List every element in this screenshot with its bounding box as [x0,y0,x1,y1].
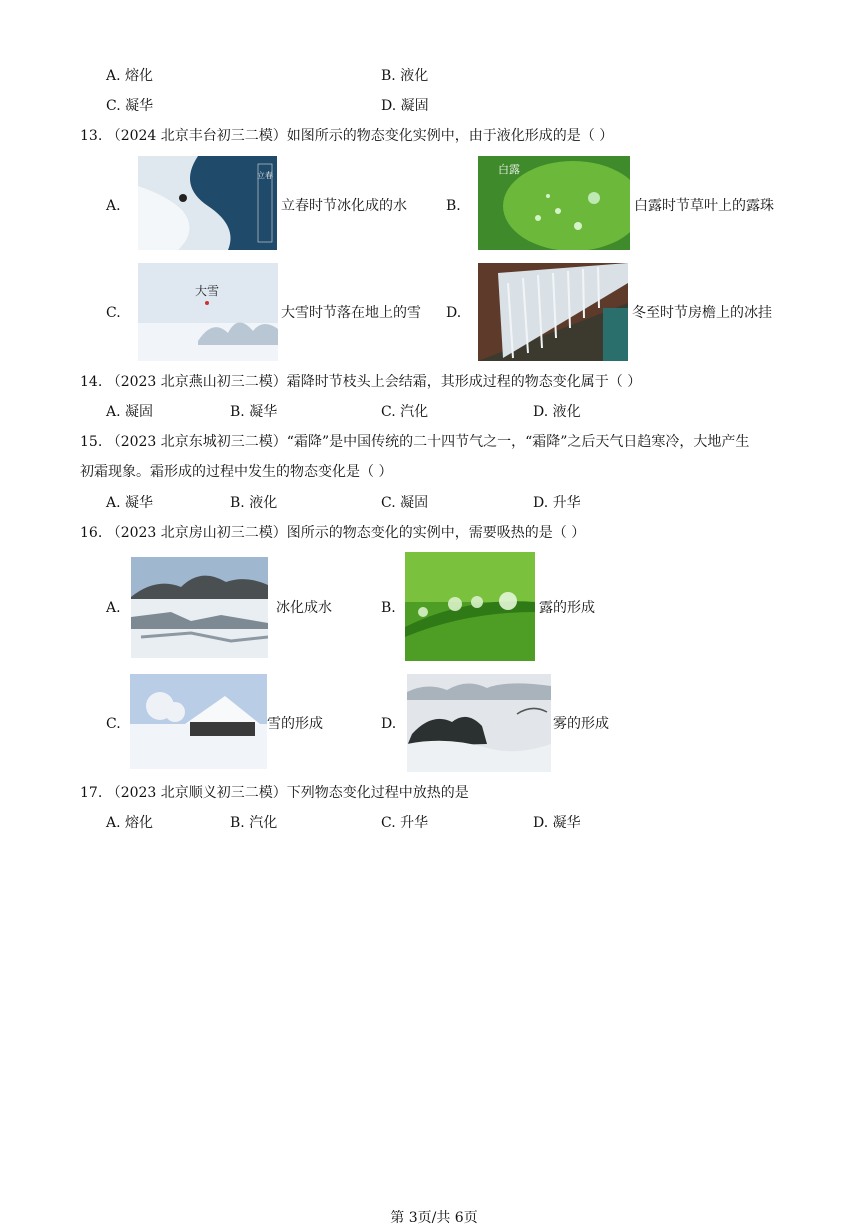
question-13-stem: 13. （2024 北京丰台初三二模）如图所示的物态变化实例中，由于液化形成的是（ ） [80,128,614,144]
question-15-stem-line1: 15. （2023 北京东城初三二模）“霜降”是中国传统的二十四节气之一，“霜降”之后天气日趋寒冷，大地产生 [80,434,750,450]
q16-option-a-letter: A. [106,600,121,616]
q13-option-c-caption: 大雪时节落在地上的雪 [281,305,421,321]
q15-option-d: D. 升华 [533,495,581,511]
q13-option-d-letter: D. [446,305,462,321]
option-d: D. 凝固 [381,98,429,114]
page-number-footer: 第 3页/共 6页 [390,1210,478,1226]
q14-option-d: D. 液化 [533,404,581,420]
q16-option-c-letter: C. [106,716,121,732]
q13-option-c-letter: C. [106,305,121,321]
q17-option-d: D. 凝华 [533,815,581,831]
q13-image-ice-melting [138,156,277,250]
question-16-stem: 16. （2023 北京房山初三二模）图所示的物态变化的实例中，需要吸热的是（ ） [80,525,586,541]
q13-option-b-letter: B. [446,198,461,214]
option-c: C. 凝华 [106,98,154,114]
q16-option-d-caption: 雾的形成 [553,716,609,732]
option-b: B. 液化 [381,68,429,84]
q15-option-c: C. 凝固 [381,495,429,511]
q16-option-a-caption: 冰化成水 [276,600,332,616]
q16-option-c-caption: 雪的形成 [267,716,323,732]
question-17-stem: 17. （2023 北京顺义初三二模）下列物态变化过程中放热的是 [80,785,469,801]
q13-image-dew-drops [478,156,630,250]
q13-image-icicles [478,263,628,361]
q13-image-snowfall [138,263,278,361]
q16-image-snow-house [130,674,267,769]
q14-option-b: B. 凝华 [230,404,278,420]
question-14-stem: 14. （2023 北京燕山初三二模）霜降时节枝头上会结霜，其形成过程的物态变化属于（ ） [80,374,642,390]
option-a: A. 熔化 [106,68,154,84]
q13-option-b-caption: 白露时节草叶上的露珠 [634,198,774,214]
question-15-stem-line2: 初霜现象。霜形成的过程中发生的物态变化是（ ） [80,464,393,480]
q15-option-b: B. 液化 [230,495,278,511]
q16-image-dew-on-grass [405,552,535,661]
q16-image-fog [407,674,551,772]
q13-option-d-caption: 冬至时节房檐上的冰挂 [632,305,772,321]
q13-image-b-text: 白露 [498,163,520,176]
q16-option-b-caption: 露的形成 [539,600,595,616]
q14-option-a: A. 凝固 [106,404,154,420]
q17-option-a: A. 熔化 [106,815,154,831]
q13-image-a-text: 立春 [257,171,273,180]
q13-option-a-caption: 立春时节冰化成的水 [281,198,407,214]
q16-option-d-letter: D. [381,716,397,732]
q16-image-ice-melting [131,557,268,658]
q17-option-c: C. 升华 [381,815,429,831]
q15-option-a: A. 凝华 [106,495,154,511]
q13-option-a-letter: A. [106,198,121,214]
q16-option-b-letter: B. [381,600,396,616]
q13-image-c-text: 大雪 [195,284,220,298]
q17-option-b: B. 汽化 [230,815,278,831]
q14-option-c: C. 汽化 [381,404,429,420]
